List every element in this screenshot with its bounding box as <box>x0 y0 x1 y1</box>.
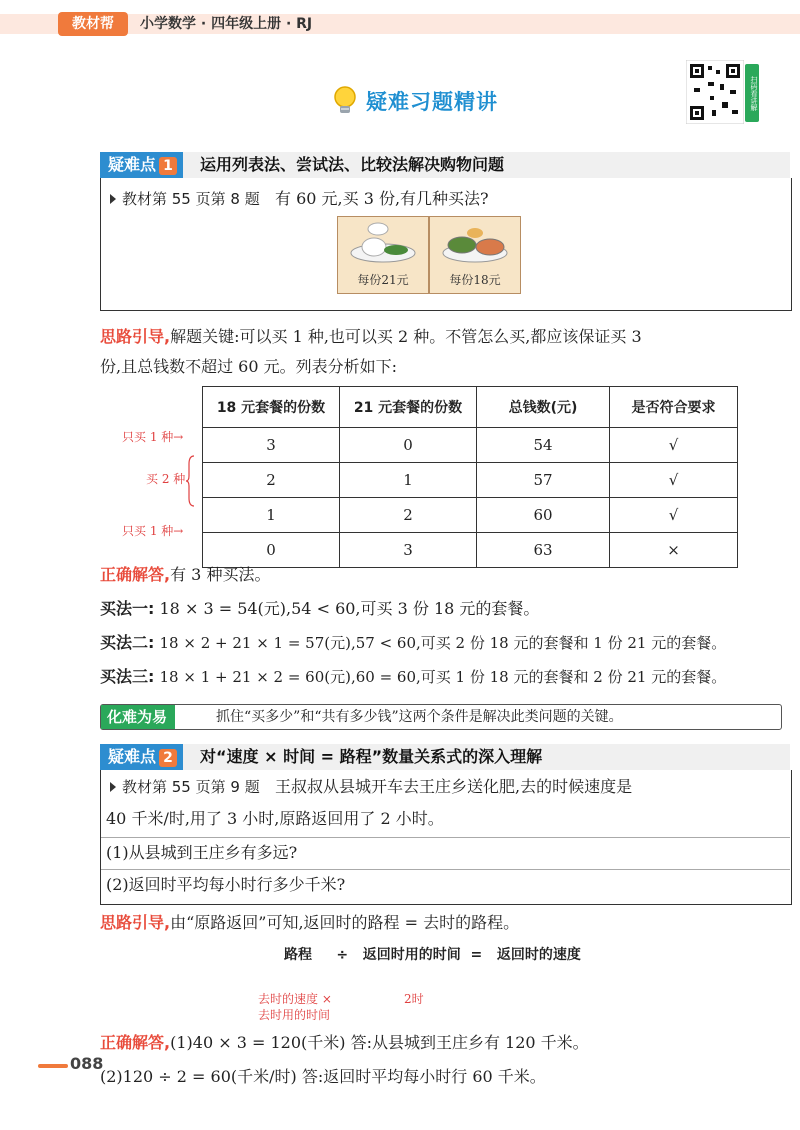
col-header-18: 18 元套餐的份数 <box>203 387 340 428</box>
point1-heading <box>100 152 790 178</box>
point1-title: 运用列表法、尝试法、比较法解决购物问题 <box>200 155 505 174</box>
triangle-marker-icon <box>110 782 116 792</box>
rice-meal-icon <box>338 217 428 269</box>
table-cell: 0 <box>203 533 340 568</box>
formula <box>284 944 581 966</box>
point2-tag-text: 疑难点 <box>108 747 157 766</box>
table-cell: 63 <box>477 533 610 568</box>
meal-21-price: 每份21元 <box>357 273 409 287</box>
method-2-text: 18 × 2 + 21 × 1 = 57(元),57 < 60,可买 2 份 18 元的套餐和 1 份 21 元的套餐。 <box>159 634 727 652</box>
method-3-text: 18 × 1 + 21 × 2 = 60(元),60 = 60,可买 1 份 18 元的套餐和 2 份 21 元的套餐。 <box>159 668 727 686</box>
table-header-row <box>203 387 738 428</box>
guide-text-1: 解题关键:可以买 1 种,也可以买 2 种。不管怎么买,都应该保证买 3 <box>170 327 642 346</box>
table-cell: 3 <box>203 428 340 463</box>
point2-question-text-2: 40 千米/时,用了 3 小时,原路返回用了 2 小时。 <box>106 809 444 828</box>
point2-guide <box>100 912 519 934</box>
point2-title: 对“速度 × 时间 = 路程”数量关系式的深入理解 <box>200 747 543 766</box>
point1-tag <box>100 152 183 178</box>
formula-return-speed: 返回时的速度 <box>496 947 581 963</box>
tip-bar <box>100 704 782 730</box>
answer-intro: 有 3 种买法。 <box>170 565 271 584</box>
check-mark: √ <box>610 463 738 498</box>
margin-note-buy-two: 买 2 种 <box>146 472 186 486</box>
formula-return-time: 返回时用的时间 <box>362 947 461 963</box>
page-number: 088 <box>70 1054 104 1073</box>
col-header-total: 总钱数(元) <box>477 387 610 428</box>
tip-tag: 化难为易 <box>101 705 175 729</box>
margin-note-buy-one-a: 只买 1 种→ <box>122 430 184 444</box>
answer2-label: 正确解答 <box>100 1033 165 1052</box>
guide-text-2: 份,且总钱数不超过 60 元。列表分析如下: <box>100 357 398 376</box>
point2-answer-2: (2)120 ÷ 2 = 60(千米/时) 答:返回时平均每小时行 60 千米。 <box>100 1067 546 1086</box>
footer-accent-bar <box>38 1064 68 1068</box>
answer-label: 正确解答 <box>100 565 165 584</box>
table-cell: 2 <box>340 498 477 533</box>
qr-code-icon[interactable] <box>686 60 744 124</box>
cross-mark: × <box>610 533 738 568</box>
table-row <box>203 498 738 533</box>
point2-subq-1: (1)从县城到王庄乡有多远? <box>106 843 298 862</box>
meal-18 <box>430 217 520 293</box>
guide-marker: , <box>164 327 171 346</box>
table-cell: 57 <box>477 463 610 498</box>
method-2 <box>100 632 726 654</box>
point1-number: 1 <box>159 157 177 175</box>
subject-title: 小学数学 · 四年级上册 · RJ <box>140 16 313 32</box>
table-cell: 2 <box>203 463 340 498</box>
answer-marker: , <box>164 565 171 584</box>
method-3 <box>100 666 726 688</box>
qr-side-label: 扫码看讲解 <box>745 64 759 122</box>
check-mark: √ <box>610 428 738 463</box>
formula-distance: 路程 <box>284 947 312 963</box>
margin-note-buy-one-b: 只买 1 种→ <box>122 524 184 538</box>
point1-question-text: 有 60 元,买 3 份,有几种买法? <box>274 189 489 208</box>
sub-q-separator-1 <box>101 837 790 838</box>
formula-equals: = <box>470 947 483 963</box>
hand-note-2h: 2时 <box>404 992 424 1006</box>
food-illustration <box>337 216 521 294</box>
table-row <box>203 533 738 568</box>
tip-text: 抓住“买多少”和“共有多少钱”这两个条件是解决此类问题的关键。 <box>216 709 623 725</box>
guide2-text: 由“原路返回”可知,返回时的路程 = 去时的路程。 <box>170 913 520 932</box>
method-3-label: 买法三: <box>100 667 155 686</box>
point2-subq-2: (2)返回时平均每小时行多少千米? <box>106 875 346 894</box>
brace-icon <box>186 454 196 508</box>
guide-label: 思路引导 <box>100 327 165 346</box>
point2-question-text-1: 王叔叔从县城开车去王庄乡送化肥,去的时候速度是 <box>274 777 633 796</box>
noodle-meal-icon <box>430 217 520 269</box>
table-row <box>203 428 738 463</box>
table-cell: 60 <box>477 498 610 533</box>
brand-badge: 教材帮 <box>58 12 128 36</box>
hand-note-speed: 去时的速度 × <box>258 992 332 1006</box>
point2-answer-1 <box>100 1032 589 1054</box>
point2-heading <box>100 744 790 770</box>
page-header <box>0 0 800 44</box>
triangle-marker-icon <box>110 194 116 204</box>
point2-number: 2 <box>159 749 177 767</box>
table-cell: 1 <box>340 463 477 498</box>
sub-q-separator-2 <box>101 869 790 870</box>
point2-question-line2 <box>106 808 444 830</box>
analysis-table <box>202 386 738 568</box>
point2-source: 教材第 55 页第 9 题 <box>122 778 260 796</box>
method-1 <box>100 598 539 620</box>
guide2-marker: , <box>164 913 171 932</box>
col-header-ok: 是否符合要求 <box>610 387 738 428</box>
guide2-label: 思路引导 <box>100 913 165 932</box>
answer2-text-1: (1)40 × 3 = 120(千米) 答:从县城到王庄乡有 120 千米。 <box>170 1033 589 1052</box>
section-title-text: 疑难习题精讲 <box>366 90 498 114</box>
table-cell: 3 <box>340 533 477 568</box>
table-cell: 54 <box>477 428 610 463</box>
check-mark: √ <box>610 498 738 533</box>
point1-guide-line1 <box>100 326 642 348</box>
point1-tag-text: 疑难点 <box>108 155 157 174</box>
point2-question-line1 <box>110 776 632 798</box>
table-cell: 1 <box>203 498 340 533</box>
point1-answer <box>100 564 270 586</box>
answer2-marker: , <box>164 1033 171 1052</box>
method-1-label: 买法一: <box>100 599 155 618</box>
col-header-21: 21 元套餐的份数 <box>340 387 477 428</box>
table-row <box>203 463 738 498</box>
point1-source: 教材第 55 页第 8 题 <box>122 190 260 208</box>
hand-note-time: 去时用的时间 <box>258 1008 331 1022</box>
table-cell: 0 <box>340 428 477 463</box>
point1-question <box>110 188 489 210</box>
method-1-text: 18 × 3 = 54(元),54 < 60,可买 3 份 18 元的套餐。 <box>159 599 540 618</box>
point2-tag <box>100 744 183 770</box>
meal-18-price: 每份18元 <box>449 273 501 287</box>
point1-guide-line2 <box>100 356 397 378</box>
formula-divide: ÷ <box>336 947 349 963</box>
method-2-label: 买法二: <box>100 633 155 652</box>
lightbulb-icon <box>330 84 360 118</box>
meal-21 <box>338 217 428 293</box>
